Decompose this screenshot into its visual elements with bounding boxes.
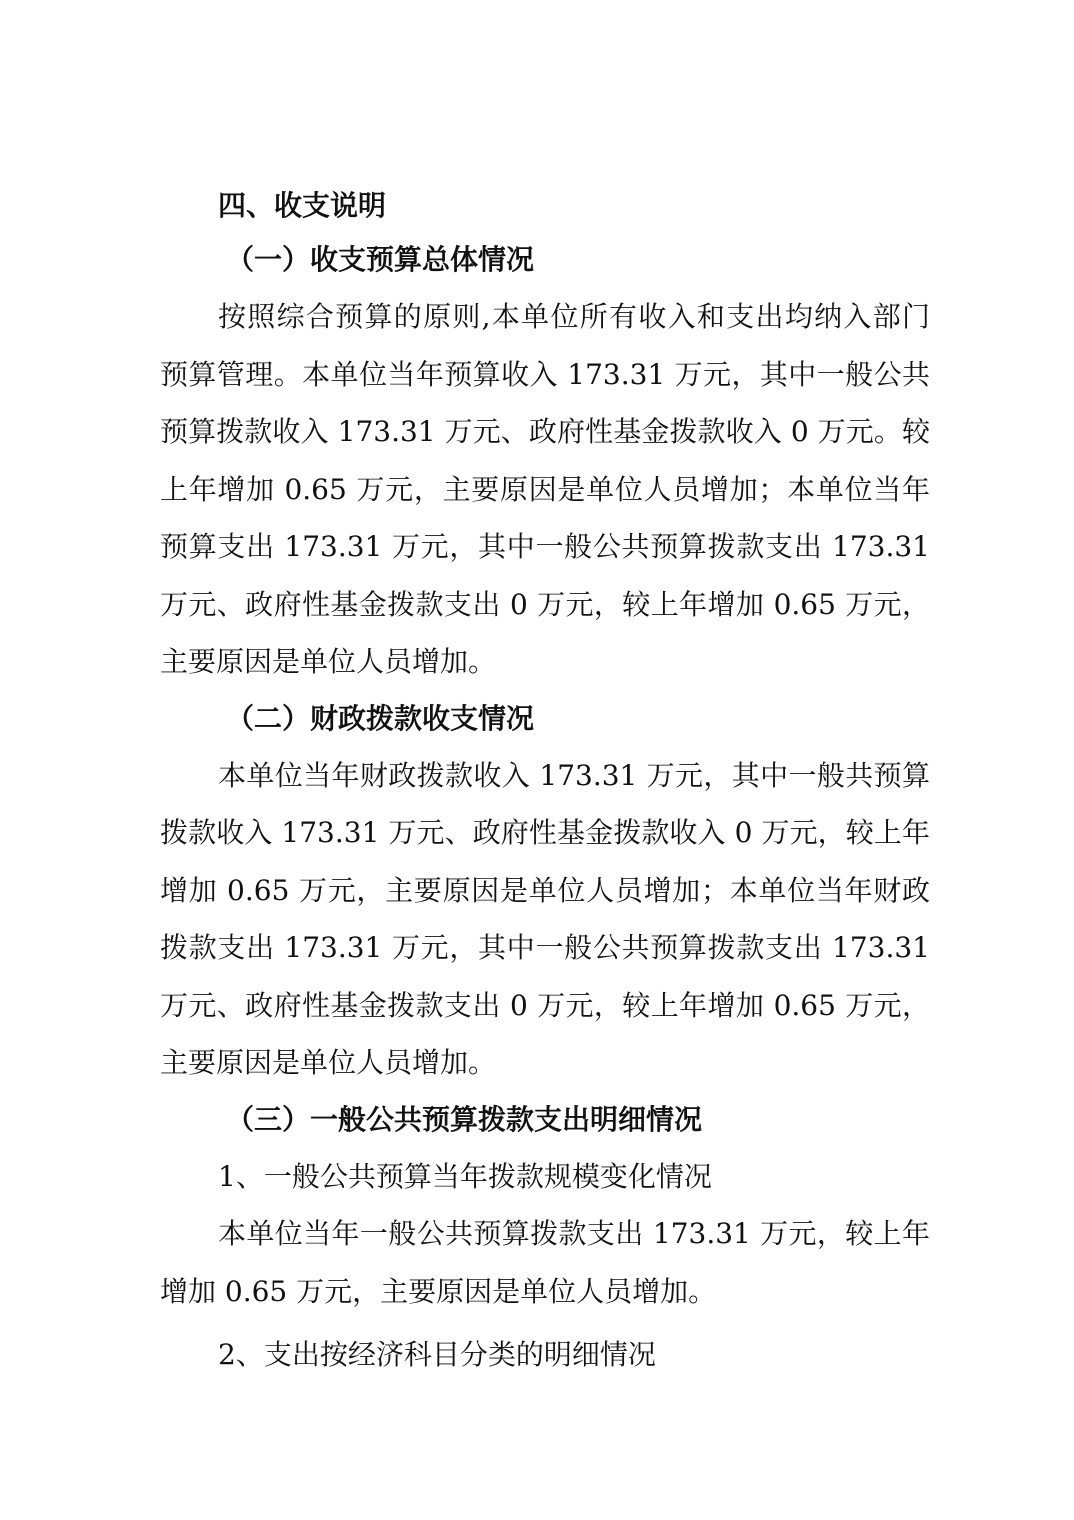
paragraph-line: 预算支出 173.31 万元，其中一般公共预算拨款支出 173.31 <box>160 530 930 563</box>
document-page <box>160 180 930 1384</box>
paragraph-line: 万元、政府性基金拨款支出 0 万元，较上年增加 0.65 万元， <box>160 587 930 621</box>
paragraph-overall-budget <box>160 288 930 691</box>
sub-heading-general-budget-detail: （三）一般公共预算拨款支出明细情况 <box>226 1102 703 1136</box>
paragraph-line: 预算拨款收入 173.31 万元、政府性基金拨款收入 0 万元。较 <box>160 415 930 448</box>
paragraph-line: 万元、政府性基金拨款支出 0 万元，较上年增加 0.65 万元， <box>160 988 930 1022</box>
section-heading: 四、收支说明 <box>218 189 387 222</box>
paragraph-line: 预算管理。本单位当年预算收入 173.31 万元，其中一般公共 <box>160 357 930 391</box>
list-item-economic-classification: 2、支出按经济科目分类的明细情况 <box>218 1338 656 1371</box>
paragraph-scale-change <box>160 1205 930 1320</box>
paragraph-line: 按照综合预算的原则,本单位所有收入和支出均纳入部门 <box>218 300 930 333</box>
paragraph-line: 增加 0.65 万元，主要原因是单位人员增加；本单位当年财政 <box>160 873 930 907</box>
list-item-scale-change: 1、一般公共预算当年拨款规模变化情况 <box>218 1159 712 1193</box>
paragraph-line: 拨款收入 173.31 万元、政府性基金拨款收入 0 万元，较上年 <box>160 816 930 849</box>
sub-heading-overall-budget: （一）收支预算总体情况 <box>226 243 535 276</box>
paragraph-line: 上年增加 0.65 万元，主要原因是单位人员增加；本单位当年 <box>160 472 930 506</box>
paragraph-line: 本单位当年一般公共预算拨款支出 173.31 万元，较上年 <box>218 1217 930 1250</box>
paragraph-line: 主要原因是单位人员增加。 <box>160 1046 497 1079</box>
paragraph-fiscal-appropriation <box>160 747 930 1092</box>
sub-heading-fiscal-appropriation: （二）财政拨款收支情况 <box>226 701 535 735</box>
paragraph-line: 拨款支出 173.31 万元，其中一般公共预算拨款支出 173.31 <box>160 931 930 964</box>
paragraph-line: 主要原因是单位人员增加。 <box>160 645 497 678</box>
paragraph-line: 本单位当年财政拨款收入 173.31 万元，其中一般共预算 <box>218 758 930 792</box>
paragraph-line: 增加 0.65 万元，主要原因是单位人员增加。 <box>160 1274 717 1308</box>
